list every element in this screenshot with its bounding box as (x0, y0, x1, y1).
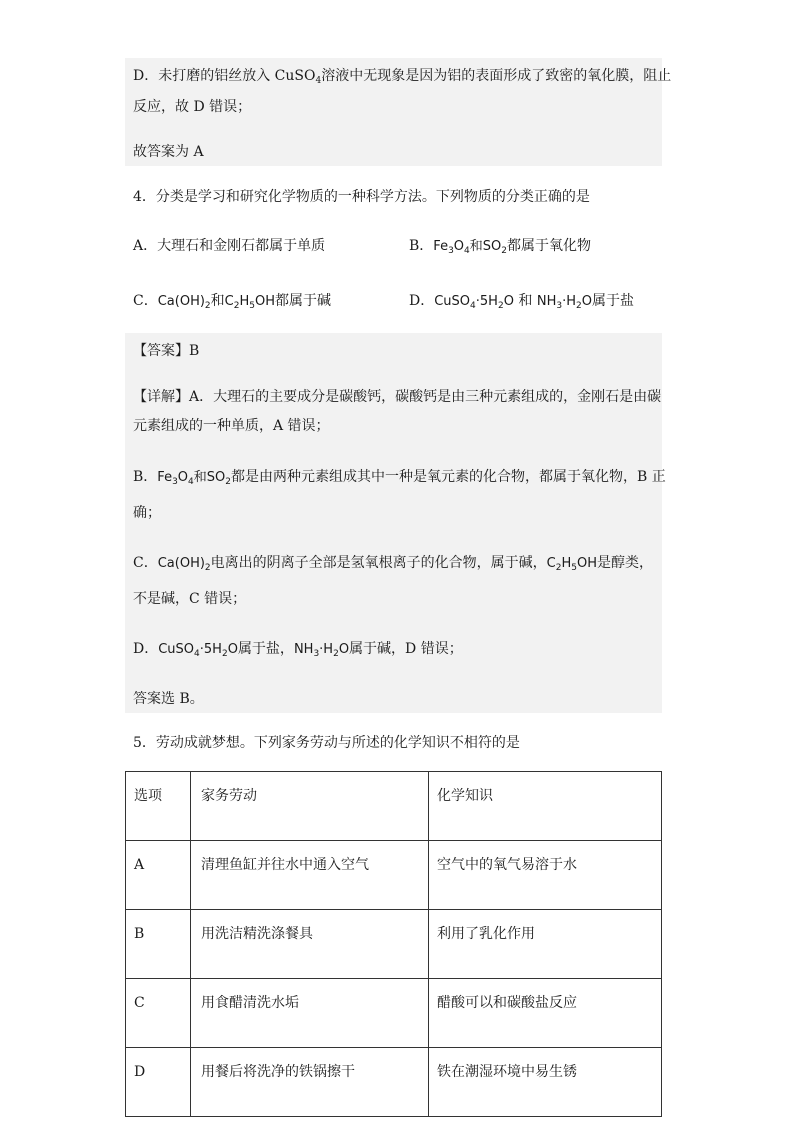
table-header-cell: 家务劳动 (191, 772, 429, 841)
table-cell-chore: 用餐后将洗净的铁锅擦干 (191, 1048, 429, 1117)
q5-stem: 5．劳动成就梦想。下列家务劳动与所述的化学知识不相符的是 (133, 735, 520, 751)
prev-explanation-d-line2: 反应，故 D 错误； (133, 99, 252, 115)
table-header-cell: 选项 (126, 772, 191, 841)
q4-answer: 【答案】B (133, 343, 200, 359)
table-row (126, 910, 662, 979)
table-row (126, 1048, 662, 1117)
q4-detail-d: D．$CuSO_4\cdot 5H_2O$属于盐，$NH_3\cdot H_2O$属于碱，D 错误； (133, 641, 463, 659)
prev-answer-line: 故答案为 A (133, 144, 204, 160)
table-cell-chore: 清理鱼缸并往水中通入空气 (191, 841, 429, 910)
q4-detail-b-line1: B．$Fe_3O_4$和$SO_2$都是由两种元素组成其中一种是氧元素的化合物，都属于氧化物，B 正 (133, 469, 666, 487)
table-row (126, 841, 662, 910)
table-cell-chore: 用洗洁精洗涤餐具 (191, 910, 429, 979)
table-cell-option: A (126, 841, 191, 910)
q5-table (125, 771, 662, 1117)
table-cell-knowledge: 空气中的氧气易溶于水 (429, 841, 662, 910)
q4-option-c: C．$Ca(OH)_2$和$C_2H_5OH$都属于碱 (133, 293, 331, 311)
q4-detail-a-line2: 元素组成的一种单质，A 错误； (133, 418, 330, 434)
q4-detail-b-line2: 确； (133, 505, 161, 521)
table-cell-knowledge: 醋酸可以和碳酸盐反应 (429, 979, 662, 1048)
q4-detail-c-line2: 不是碱，C 错误； (133, 591, 247, 607)
q4-option-d: D．$CuSO_4\cdot 5H_2O$ 和 $NH_3\cdot H_2O$属于盐 (409, 293, 634, 311)
table-row (126, 979, 662, 1048)
table-cell-chore: 用食醋清洗水垢 (191, 979, 429, 1048)
q4-detail-c-line1: C．$Ca(OH)_2$电离出的阴离子全部是氢氧根离子的化合物，属于碱，$C_2H_5OH$是醇类， (133, 555, 653, 573)
q4-detail-a-line1: 【详解】A．大理石的主要成分是碳酸钙，碳酸钙是由三种元素组成的，金刚石是由碳 (133, 389, 662, 405)
table-cell-option: C (126, 979, 191, 1048)
table-cell-option: B (126, 910, 191, 979)
q4-stem: 4．分类是学习和研究化学物质的一种科学方法。下列物质的分类正确的是 (133, 189, 590, 205)
table-header-cell: 化学知识 (429, 772, 662, 841)
table-cell-knowledge: 利用了乳化作用 (429, 910, 662, 979)
q4-option-a: A．大理石和金刚石都属于单质 (133, 238, 326, 254)
prev-explanation-d-line1: D．未打磨的铝丝放入 CuSO$_4$溶液中无现象是因为铝的表面形成了致密的氧化膜，阻止 (133, 68, 672, 86)
q4-option-b: B．$Fe_3O_4$和$SO_2$都属于氧化物 (409, 238, 591, 256)
table-cell-knowledge: 铁在潮湿环境中易生锈 (429, 1048, 662, 1117)
table-cell-option: D (126, 1048, 191, 1117)
q4-conclusion: 答案选 B。 (133, 691, 204, 707)
table-header-row (126, 772, 662, 841)
